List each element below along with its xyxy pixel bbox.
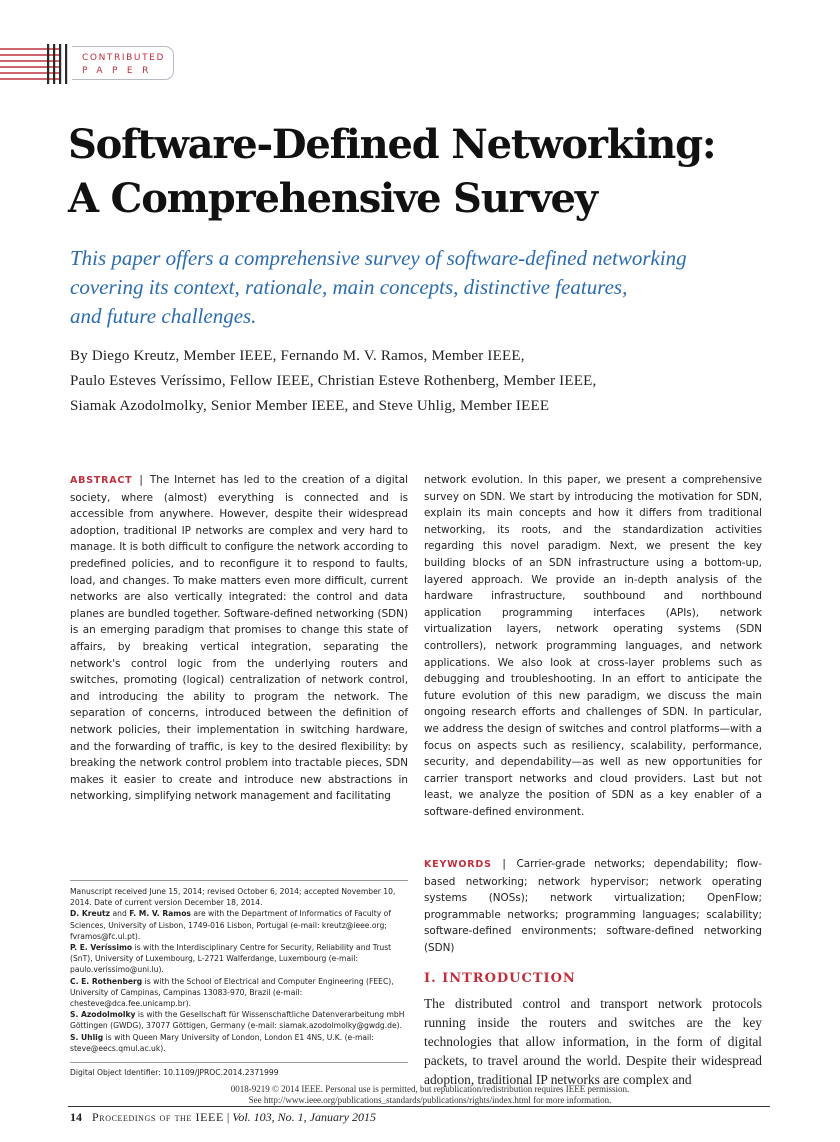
paper-title-line-1: Software-Defined Networking: (68, 121, 716, 168)
footnote-uhlig: S. Uhlig is with Queen Mary University of London, London E1 4NS, U.K. (e-mail: steve@eecs.qmul.ac.uk). (70, 1032, 374, 1053)
badge-paper-label: PAPER (82, 66, 158, 76)
section-heading-introduction: I. INTRODUCTION (424, 971, 576, 986)
subtitle-line-2: covering its context, rationale, main concepts, distinctive features, (70, 275, 628, 299)
footnote-rule (70, 880, 408, 881)
paper-title-line-2: A Comprehensive Survey (68, 175, 597, 222)
keywords-label: KEYWORDS (424, 859, 492, 870)
subtitle-line-3: and future challenges. (70, 304, 257, 328)
abstract-separator: | (139, 474, 143, 486)
author-line-1: By Diego Kreutz, Member IEEE, Fernando M. V. Ramos, Member IEEE, (70, 348, 525, 364)
footnote-rothenberg: C. E. Rothenberg is with the School of Electrical and Computer Engineering (FEEC), University of Campinas, Campinas 13083-970, Brazil (e-mail: chesteve@dca.fee.unicamp.br). (70, 976, 394, 1009)
copyright-notice (130, 1084, 730, 1105)
keywords-text: Carrier-grade networks; dependability; flow-based networking; network hypervisor; network operating systems (NOSs); network virtualization; OpenFlow; programmable networks; programming languages; scalability; software-defined environments; software-defined networking (SDN) (424, 858, 762, 954)
abstract-text-right: network evolution. In this paper, we present a comprehensive survey on SDN. We start by introducing the motivation for SDN, explain its main concepts and how it differs from traditional networking, its roots, and the standardization activities regarding this novel paradigm. Next, we present the key building blocks of an SDN infrastructure using a bottom-up, layered approach. We provide an in-depth analysis of the hardware infrastructure, southbound and northbound application programming interfaces (APIs), network virtualization layers, network operating systems (SDN controllers), network programming languages, and network applications. We also look at cross-layer problems such as debugging and troubleshooting. In an effort to anticipate the future evolution of this new paradigm, we discuss the main ongoing research efforts and challenges of SDN. In particular, we address the design of switches and control platforms—with a focus on aspects such as resiliency, scalability, performance, security, and dependability—as well as new opportunities for carrier transport networks and cloud providers. Last but not least, we analyze the position of SDN as a key enabler of a software-defined environment. (424, 474, 762, 818)
abstract-label: ABSTRACT (70, 475, 133, 486)
author-list (70, 344, 790, 419)
abstract-text-left: The Internet has led to the creation of a digital society, where (almost) everything is connected and is accessible from anywhere. However, despite their widespread adoption, traditional IP networks are complex and very hard to manage. It is both difficult to configure the network according to predefined policies, and to reconfigure it to respond to faults, load, and changes. To make matters even more difficult, current networks are also vertically integrated: the control and data planes are bundled together. Software-defined networking (SDN) is an emerging paradigm that promises to change this state of affairs, by breaking vertical integration, separating the network's control logic from the underlying routers and switches, promoting (logical) centralization of network control, and introducing the ability to program the network. The separation of concerns, introduced between the definition of network policies, their implementation in switching hardware, and the forwarding of traffic, is key to the desired flexibility: by breaking the network control problem into tractable pieces, SDN makes it easier to create and introduce new abstractions in networking, simplifying network management and facilitating (70, 474, 408, 803)
footnote-verissimo: P. E. Veríssimo is with the Interdisciplinary Centre for Security, Reliability and Trust (SnT), University of Luxembourg, L-2721 Walferdange, Luxembourg (e-mail: paulo.verissimo@uni.lu). (70, 943, 392, 975)
subtitle-line-1: This paper offers a comprehensive survey of software-defined networking (70, 246, 687, 270)
footnotes (70, 886, 410, 1054)
paper-title (68, 118, 788, 226)
footnote-received: Manuscript received June 15, 2014; revised October 6, 2014; accepted November 10, 2014. Date of current version December 18, 2014. (70, 887, 396, 908)
footnote-azodolmolky: S. Azodolmolky is with the Gesellschaft für Wissenschaftliche Datenverarbeitung mbH Göttingen (GWDG), 37077 Göttigen, Germany (e-mail: siamak.azodolmolky@gwdg.de). (70, 1010, 405, 1031)
badge-contributed-label: CONTRIBUTED (82, 53, 165, 63)
introduction-text: The distributed control and transport network protocols running inside the routers and switches are the key technologies that allow information, in the form of digital packets, to travel around the world. Despite their widespread adoption, traditional IP networks are complex and (424, 996, 762, 1087)
author-line-2: Paulo Esteves Veríssimo, Fellow IEEE, Christian Esteve Rothenberg, Member IEEE, (70, 373, 597, 389)
doi-rule (70, 1062, 408, 1063)
footer-separator: | (223, 1110, 233, 1124)
page-footer (70, 1110, 376, 1125)
copyright-line-2: See http://www.ieee.org/publications_standards/publications/rights/index.html for more information. (248, 1094, 612, 1105)
journal-name: Proceedings of the IEEE (92, 1110, 224, 1124)
copyright-line-1: 0018-9219 © 2014 IEEE. Personal use is permitted, but republication/redistribution requires IEEE permission. (230, 1084, 630, 1094)
paper-subtitle (70, 244, 710, 331)
keywords-block (424, 856, 762, 957)
keywords-separator: | (502, 858, 506, 870)
abstract-right-column (424, 472, 762, 820)
badge-bars-graphic (45, 44, 73, 84)
page-number: 14 (70, 1110, 82, 1124)
abstract-left-column (70, 472, 408, 805)
volume-info: Vol. 103, No. 1, January 2015 (232, 1110, 376, 1124)
footer-rule (68, 1106, 770, 1107)
doi-identifier: Digital Object Identifier: 10.1109/JPROC.2014.2371999 (70, 1068, 279, 1077)
footnote-kreutz-ramos: D. Kreutz and F. M. V. Ramos are with the Department of Informatics of Faculty of Sciences, University of Lisbon, 1749-016 Lisbon, Portugal (e-mail: kreutz@ieee.org; fvramos@fc.ul.pt). (70, 909, 391, 941)
author-line-3: Siamak Azodolmolky, Senior Member IEEE, and Steve Uhlig, Member IEEE (70, 398, 550, 414)
